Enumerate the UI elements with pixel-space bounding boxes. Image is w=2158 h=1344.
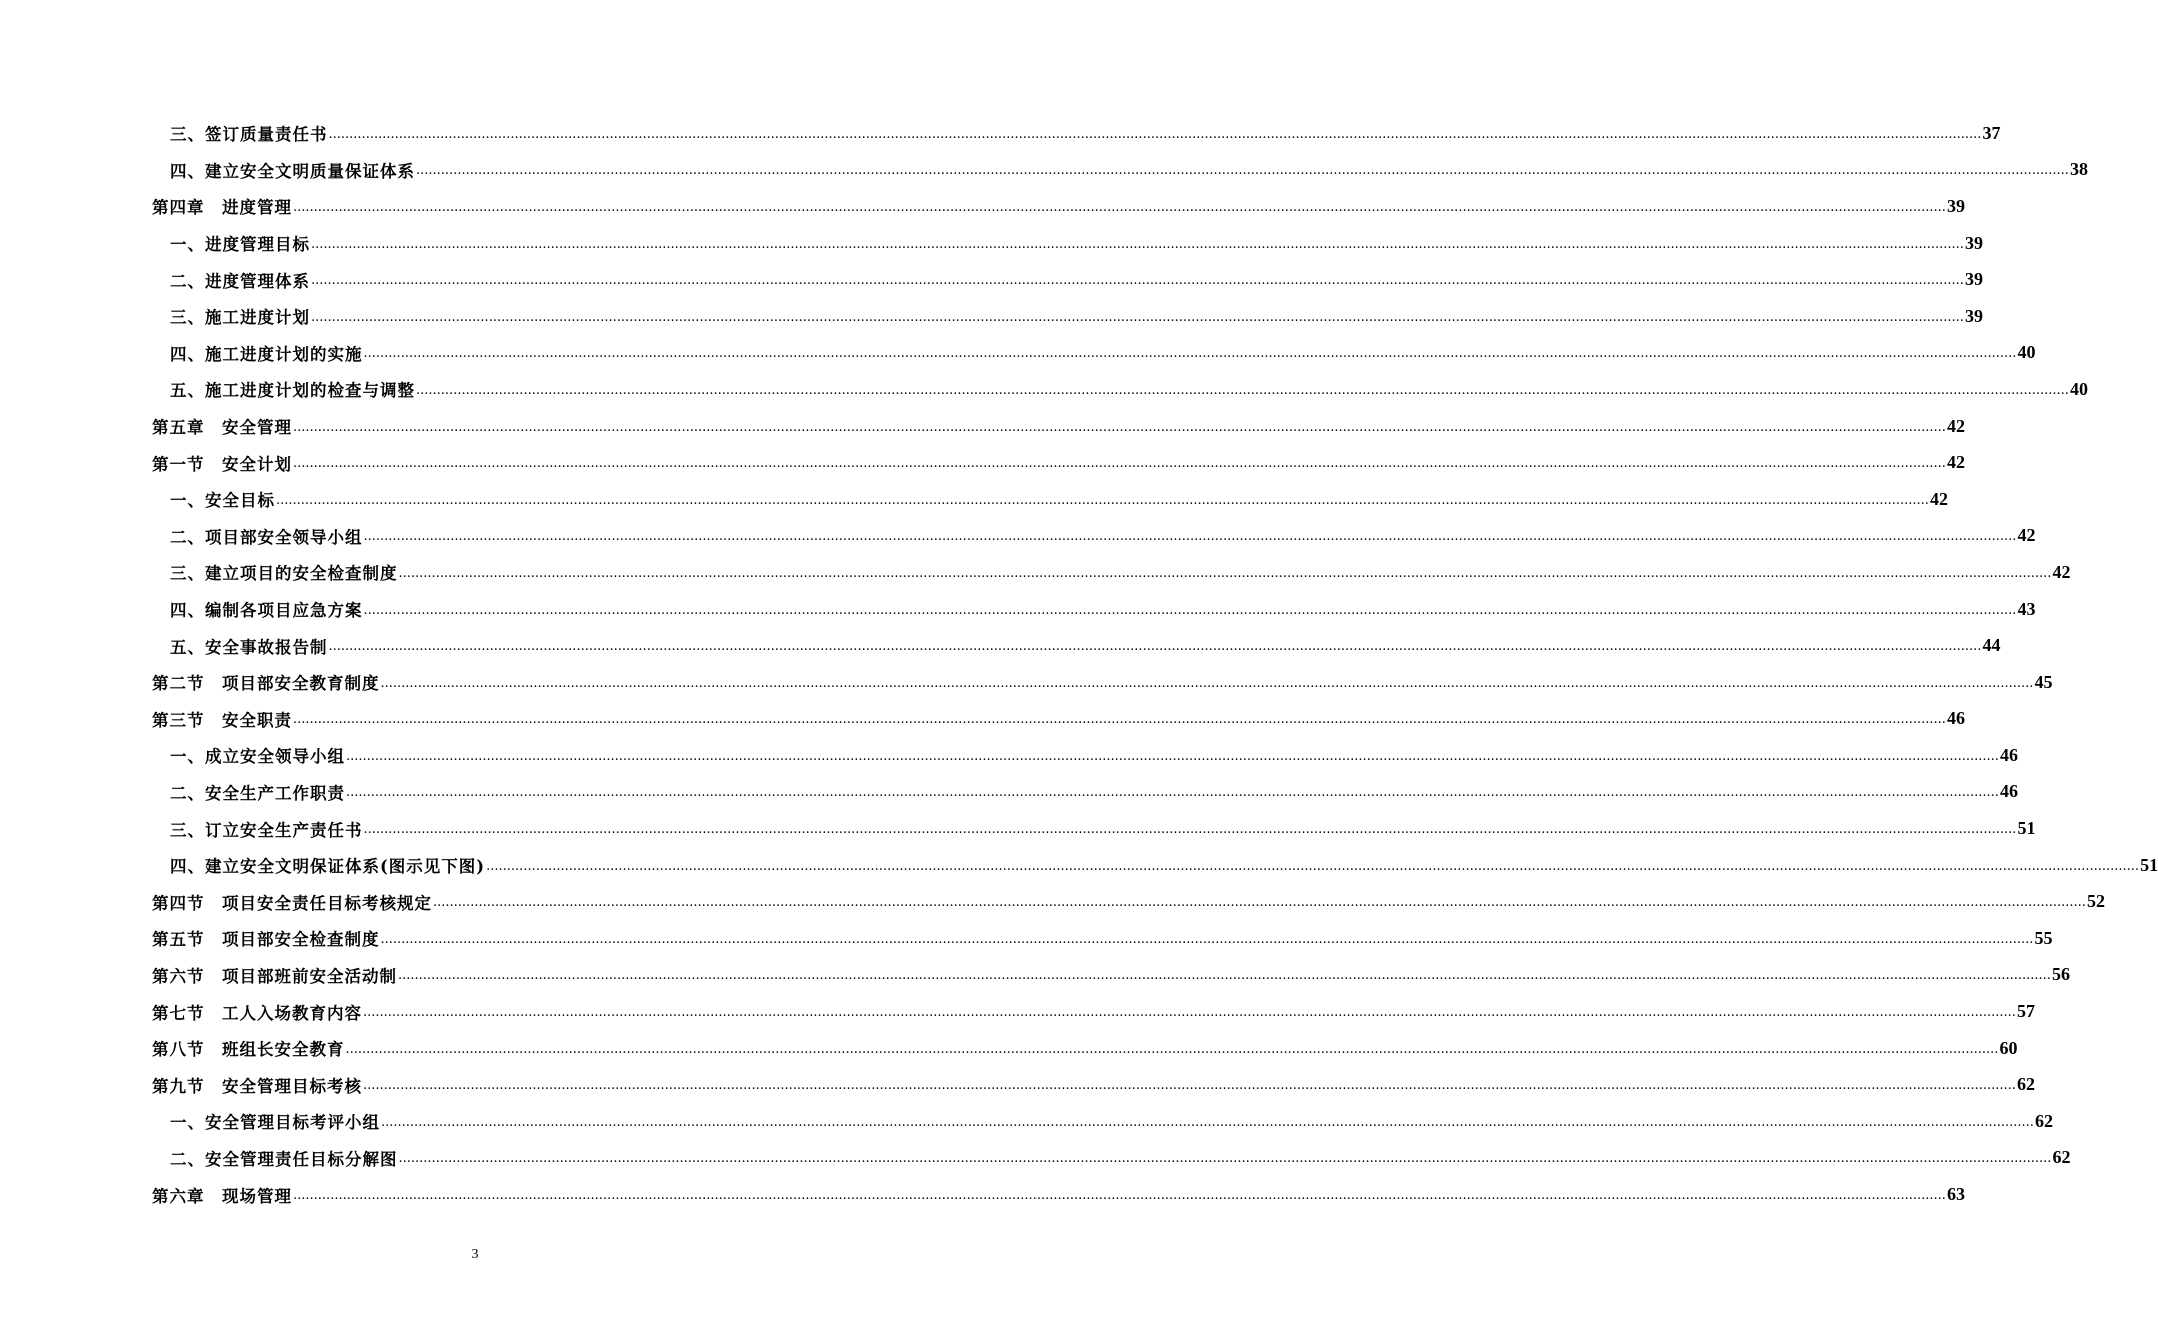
toc-entry-page: 42 [2052,561,2071,582]
toc-entry-page: 51 [2017,818,2036,839]
toc-entry-page: 44 [1982,635,2001,656]
toc-dot-leader: ................................................................................................................................................................................................................................................................................................................................................................................................................ [311,273,1964,289]
toc-entry-page: 40 [2069,378,2088,399]
toc-dot-leader: ................................................................................................................................................................................................................................................................................................................................................................................................................ [380,931,2034,947]
toc-dot-leader: ................................................................................................................................................................................................................................................................................................................................................................................................................ [293,456,1946,472]
toc-entry-title: 二、安全管理责任目标分解图 [170,1149,398,1169]
toc-dot-leader: ................................................................................................................................................................................................................................................................................................................................................................................................................ [363,1078,2016,1094]
toc-entry-title: 一、安全管理目标考评小组 [170,1113,380,1133]
toc-entry-page: 62 [2034,1110,2053,1131]
toc-entry-page: 46 [1946,708,1965,729]
toc-dot-leader: ................................................................................................................................................................................................................................................................................................................................................................................................................ [293,199,1946,215]
toc-entry[interactable] [0,591,2036,628]
toc-entry-title: 三、签订质量责任书 [170,125,328,145]
toc-entry-title: 第六节 项目部班前安全活动制 [152,966,397,986]
toc-entry-page: 42 [1946,452,1965,473]
toc-entry-page: 60 [1999,1037,2018,1058]
toc-dot-leader: ................................................................................................................................................................................................................................................................................................................................................................................................................ [328,639,1982,655]
toc-entry-page: 63 [1946,1184,1965,1205]
toc-entry[interactable] [0,408,1965,445]
toc-entry-title: 第四章 进度管理 [152,198,292,218]
toc-entry-title: 一、进度管理目标 [170,235,310,255]
toc-dot-leader: ................................................................................................................................................................................................................................................................................................................................................................................................................ [345,1041,1999,1057]
toc-entry-page: 51 [2140,854,2158,875]
toc-dot-leader: ................................................................................................................................................................................................................................................................................................................................................................................................................ [276,492,1929,508]
toc-dot-leader: ................................................................................................................................................................................................................................................................................................................................................................................................................ [398,1151,2052,1167]
toc-entry-title: 第一节 安全计划 [152,454,292,474]
toc-entry-page: 57 [2016,1001,2035,1022]
toc-entry-title: 第四节 项目安全责任目标考核规定 [152,893,432,913]
toc-entry-title: 第五节 项目部安全检查制度 [152,930,380,950]
toc-entry-page: 42 [1929,488,1948,509]
toc-dot-leader: ................................................................................................................................................................................................................................................................................................................................................................................................................ [363,822,2017,838]
toc-entry-title: 五、安全事故报告制 [170,637,328,657]
toc-dot-leader: ................................................................................................................................................................................................................................................................................................................................................................................................................ [486,858,2140,874]
toc-dot-leader: ................................................................................................................................................................................................................................................................................................................................................................................................................ [311,236,1964,252]
toc-entry-title: 三、订立安全生产责任书 [170,820,363,840]
toc-entry-title: 第三节 安全职责 [152,710,292,730]
toc-entry-title: 第九节 安全管理目标考核 [152,1076,362,1096]
toc-dot-leader: ................................................................................................................................................................................................................................................................................................................................................................................................................ [381,1114,2034,1130]
toc-entry-title: 第八节 班组长安全教育 [152,1040,345,1060]
toc-entry[interactable] [0,225,1983,262]
toc-entry[interactable] [0,335,2036,372]
toc-entry-page: 46 [1999,744,2018,765]
toc-dot-leader: ................................................................................................................................................................................................................................................................................................................................................................................................................ [328,126,1982,142]
page-number: 3 [471,1247,479,1262]
toc-entry[interactable] [0,1176,1965,1213]
toc-entry-page: 62 [2016,1074,2035,1095]
toc-entry[interactable] [0,115,2001,152]
toc-entry-title: 四、建立安全文明保证体系(图示见下图) [170,857,486,877]
toc-entry-page: 42 [2017,525,2036,546]
toc-entry-title: 二、进度管理体系 [170,271,310,291]
toc-entry[interactable] [0,444,1965,481]
toc-entry[interactable] [0,701,1965,738]
toc-entry-title: 五、施工进度计划的检查与调整 [170,381,415,401]
toc-entry[interactable] [0,1140,2071,1177]
toc-dot-leader: ................................................................................................................................................................................................................................................................................................................................................................................................................ [363,529,2017,545]
toc-entry-page: 39 [1964,232,1983,253]
toc-dot-leader: ................................................................................................................................................................................................................................................................................................................................................................................................................ [433,895,2086,911]
toc-entry-title: 第六章 现场管理 [152,1186,292,1206]
toc-entry-page: 38 [2069,159,2088,180]
toc-entry-title: 三、建立项目的安全检查制度 [170,564,398,584]
toc-entry[interactable] [0,152,2088,189]
toc-entry-title: 一、成立安全领导小组 [170,747,345,767]
toc-entry-title: 四、编制各项目应急方案 [170,601,363,621]
toc-entry-page: 39 [1964,269,1983,290]
toc-entry-page: 43 [2017,598,2036,619]
toc-entry-title: 四、建立安全文明质量保证体系 [170,161,415,181]
toc-entry[interactable] [0,810,2036,847]
toc-entry[interactable] [0,261,1983,298]
toc-entry-page: 45 [2034,671,2053,692]
toc-dot-leader: ................................................................................................................................................................................................................................................................................................................................................................................................................ [293,419,1946,435]
toc-dot-leader: ................................................................................................................................................................................................................................................................................................................................................................................................................ [363,346,2017,362]
toc-entry[interactable] [0,298,1983,335]
toc-entry-page: 39 [1946,195,1965,216]
toc-entry-title: 二、项目部安全领导小组 [170,527,363,547]
toc-dot-leader: ................................................................................................................................................................................................................................................................................................................................................................................................................ [398,968,2051,984]
toc-entry-page: 56 [2051,964,2070,985]
toc-entry-title: 第七节 工人入场教育内容 [152,1003,362,1023]
toc-entry[interactable] [0,627,2001,664]
toc-dot-leader: ................................................................................................................................................................................................................................................................................................................................................................................................................ [398,565,2052,581]
toc-entry-page: 37 [1982,122,2001,143]
toc-entry-page: 55 [2034,927,2053,948]
toc-dot-leader: ................................................................................................................................................................................................................................................................................................................................................................................................................ [380,675,2034,691]
toc-entry[interactable] [0,554,2071,591]
toc-entry-page: 62 [2052,1147,2071,1168]
toc-dot-leader: ................................................................................................................................................................................................................................................................................................................................................................................................................ [416,382,2069,398]
toc-entry[interactable] [0,188,1965,225]
toc-entry[interactable] [0,883,2105,920]
toc-entry-page: 40 [2017,342,2036,363]
toc-entry-title: 第五章 安全管理 [152,418,292,438]
toc-dot-leader: ................................................................................................................................................................................................................................................................................................................................................................................................................ [346,785,1999,801]
toc-entry[interactable] [0,518,2036,555]
toc-entry[interactable] [0,371,2088,408]
toc-entry-page: 42 [1946,415,1965,436]
toc-dot-leader: ................................................................................................................................................................................................................................................................................................................................................................................................................ [346,748,1999,764]
toc-entry-title: 一、安全目标 [170,491,275,511]
toc-entry[interactable] [0,1066,2035,1103]
toc-dot-leader: ................................................................................................................................................................................................................................................................................................................................................................................................................ [311,309,1964,325]
toc-dot-leader: ................................................................................................................................................................................................................................................................................................................................................................................................................ [416,163,2069,179]
table-of-contents [0,115,2158,1213]
toc-entry[interactable] [0,481,1948,518]
toc-entry-title: 二、安全生产工作职责 [170,783,345,803]
toc-entry-page: 52 [2086,891,2105,912]
toc-entry[interactable] [0,774,2018,811]
toc-entry-page: 46 [1999,781,2018,802]
toc-dot-leader: ................................................................................................................................................................................................................................................................................................................................................................................................................ [363,602,2017,618]
toc-entry-title: 第二节 项目部安全教育制度 [152,674,380,694]
toc-dot-leader: ................................................................................................................................................................................................................................................................................................................................................................................................................ [293,712,1946,728]
toc-dot-leader: ................................................................................................................................................................................................................................................................................................................................................................................................................ [293,1188,1946,1204]
toc-entry[interactable] [0,993,2035,1030]
toc-entry[interactable] [0,957,2070,994]
toc-entry[interactable] [0,664,2053,701]
toc-entry-page: 39 [1964,305,1983,326]
toc-entry[interactable] [0,737,2018,774]
toc-entry[interactable] [0,920,2053,957]
toc-entry[interactable] [0,847,2158,884]
toc-dot-leader: ................................................................................................................................................................................................................................................................................................................................................................................................................ [363,1005,2016,1021]
toc-entry[interactable] [0,1103,2053,1140]
toc-entry-title: 四、施工进度计划的实施 [170,344,363,364]
toc-entry-title: 三、施工进度计划 [170,308,310,328]
toc-entry[interactable] [0,1030,2018,1067]
